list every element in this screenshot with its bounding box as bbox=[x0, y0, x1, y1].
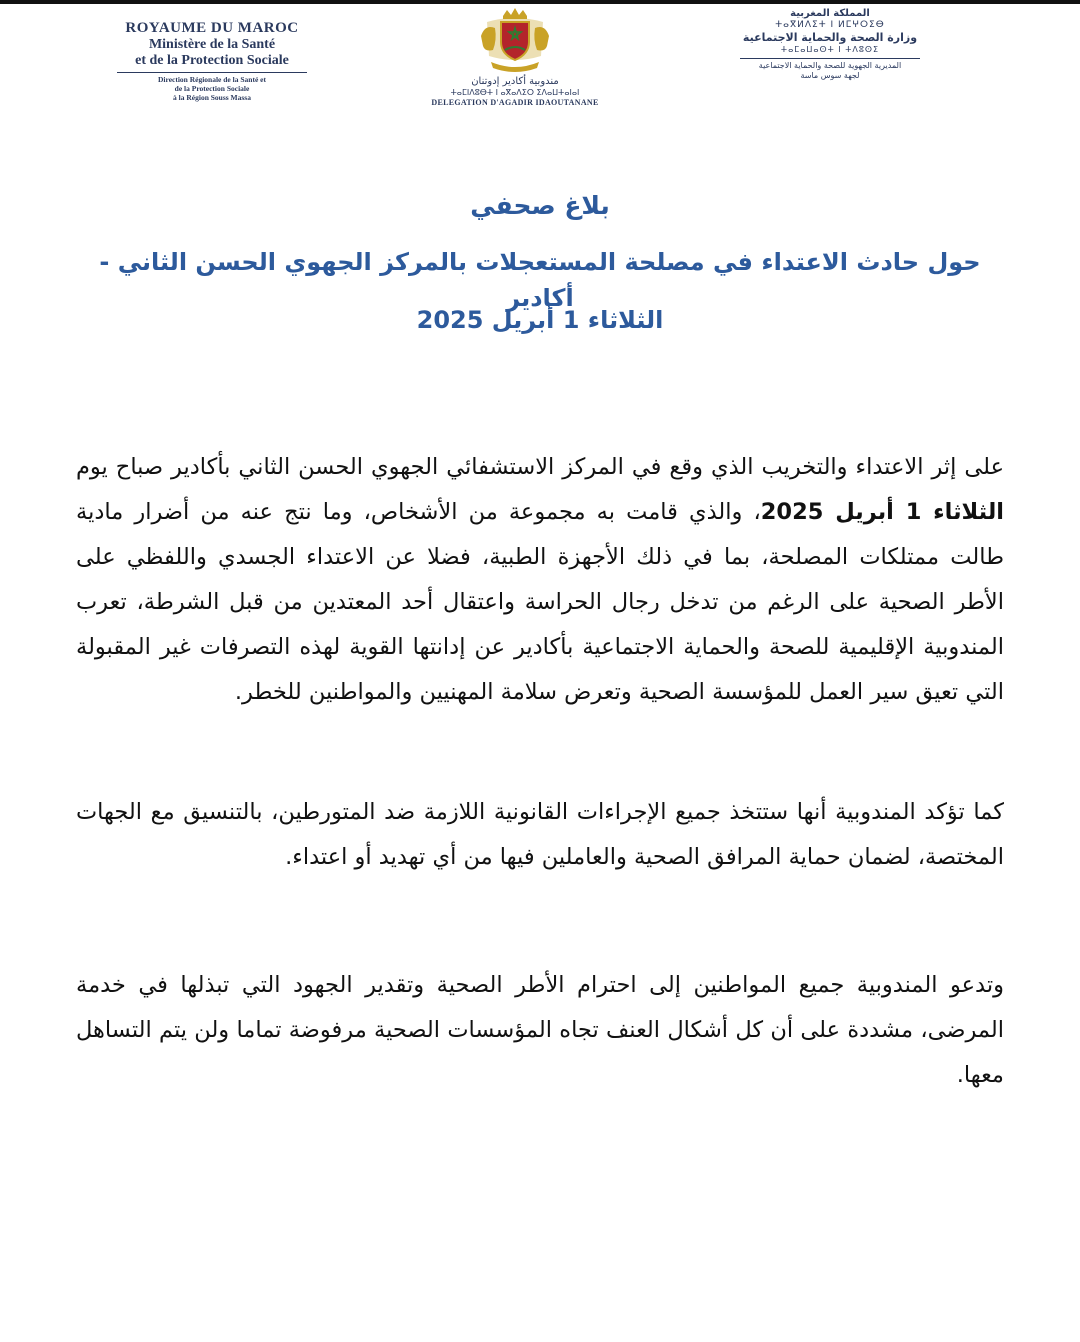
direction-label-1: Direction Régionale de la Santé et bbox=[158, 75, 266, 84]
kingdom-tifinagh: ⵜⴰⴳⵍⴷⵉⵜ ⵏ ⵍⵎⵖⵔⵉⴱ bbox=[775, 20, 885, 30]
delegation-arabic: مندوبية أكادير إدوتنان bbox=[471, 76, 559, 87]
paragraph-1-date-bold: الثلاثاء 1 أبريل 2025 bbox=[760, 499, 1004, 525]
direction-label-3: à la Région Souss Massa bbox=[173, 93, 251, 102]
paragraph-1-start: على إثر الاعتداء والتخريب الذي وقع في المركز الاستشفائي الجهوي الحسن الثاني بأكادير صباح يوم bbox=[76, 454, 1004, 480]
body-paragraph-1 bbox=[76, 445, 1004, 715]
kingdom-arabic: المملكة المغربية bbox=[790, 8, 870, 19]
ministry-label-2: et de la Protection Sociale bbox=[135, 53, 289, 68]
header-left-french bbox=[104, 20, 320, 102]
ministry-arabic: وزارة الصحة والحماية الاجتماعية bbox=[742, 31, 918, 44]
direction-label-2: de la Protection Sociale bbox=[174, 84, 250, 93]
press-release-subject: حول حادث الاعتداء في مصلحة المستعجلات بالمركز الجهوي الحسن الثاني - أكادير bbox=[99, 248, 981, 312]
header-right-arabic bbox=[722, 8, 938, 81]
press-release-title: بلاغ صحفي bbox=[470, 191, 610, 220]
region-arabic: لجهة سوس ماسة bbox=[800, 71, 860, 80]
direction-arabic: المديرية الجهوية للصحة والحماية الاجتماعية bbox=[758, 61, 902, 70]
ministry-tifinagh: ⵜⴰⵎⴰⵡⴰⵙⵜ ⵏ ⵜⴷⵓⵙⵉ bbox=[780, 45, 880, 54]
header-divider-right bbox=[740, 58, 920, 59]
top-border bbox=[0, 0, 1080, 4]
kingdom-label: ROYAUME DU MAROC bbox=[125, 20, 299, 36]
delegation-french: DELEGATION D'AGADIR IDAOUTANANE bbox=[431, 98, 599, 107]
press-release-date: الثلاثاء 1 أبريل 2025 bbox=[416, 306, 664, 334]
ministry-label: Ministère de la Santé bbox=[148, 37, 276, 52]
delegation-tifinagh: ⵜⴰⵎⵏⴷⵓⴱⵜ ⵏ ⴰⴳⴰⴷⵉⵔ ⵉⴷⴰⵡⵜⴰⵏⴰⵏ bbox=[450, 88, 580, 97]
body-paragraph-3: وتدعو المندوبية جميع المواطنين إلى احترام الأطر الصحية وتقدير الجهود التي تبذلها في خدمة المرضى، مشددة على أن كل أشكال العنف تجاه المؤسسات الصحية مرفوضة تماما ولن يتم التساهل معها. bbox=[76, 972, 1004, 1088]
header-center bbox=[395, 6, 635, 108]
moroccan-coat-of-arms-icon bbox=[475, 6, 555, 74]
body-paragraph-2: كما تؤكد المندوبية أنها ستتخذ جميع الإجراءات القانونية اللازمة ضد المتورطين، بالتنسيق مع الجهات المختصة، لضمان حماية المرافق الصحية والعاملين فيها من أي تهديد أو اعتداء. bbox=[76, 799, 1004, 870]
paragraph-1-rest: ، والذي قامت به مجموعة من الأشخاص، وما نتج عنه من أضرار مادية طالت ممتلكات المصلحة، بما في ذلك الأجهزة الطبية، فضلا عن الاعتداء الجسدي واللفظي على الأطر الصحية على الرغم من تدخل رجال الحراسة واعتقال أحد المعتدين من قبل الشرطة، تعرب المندوبية الإقليمية للصحة والحماية الاجتماعية بأكادير عن إدانتها القوية لهذه التصرفات غير المقبولة التي تعيق سير العمل للمؤسسة الصحية وتعرض سلامة المهنيين والمواطنين للخطر. bbox=[76, 499, 1004, 705]
header-divider bbox=[117, 72, 307, 73]
